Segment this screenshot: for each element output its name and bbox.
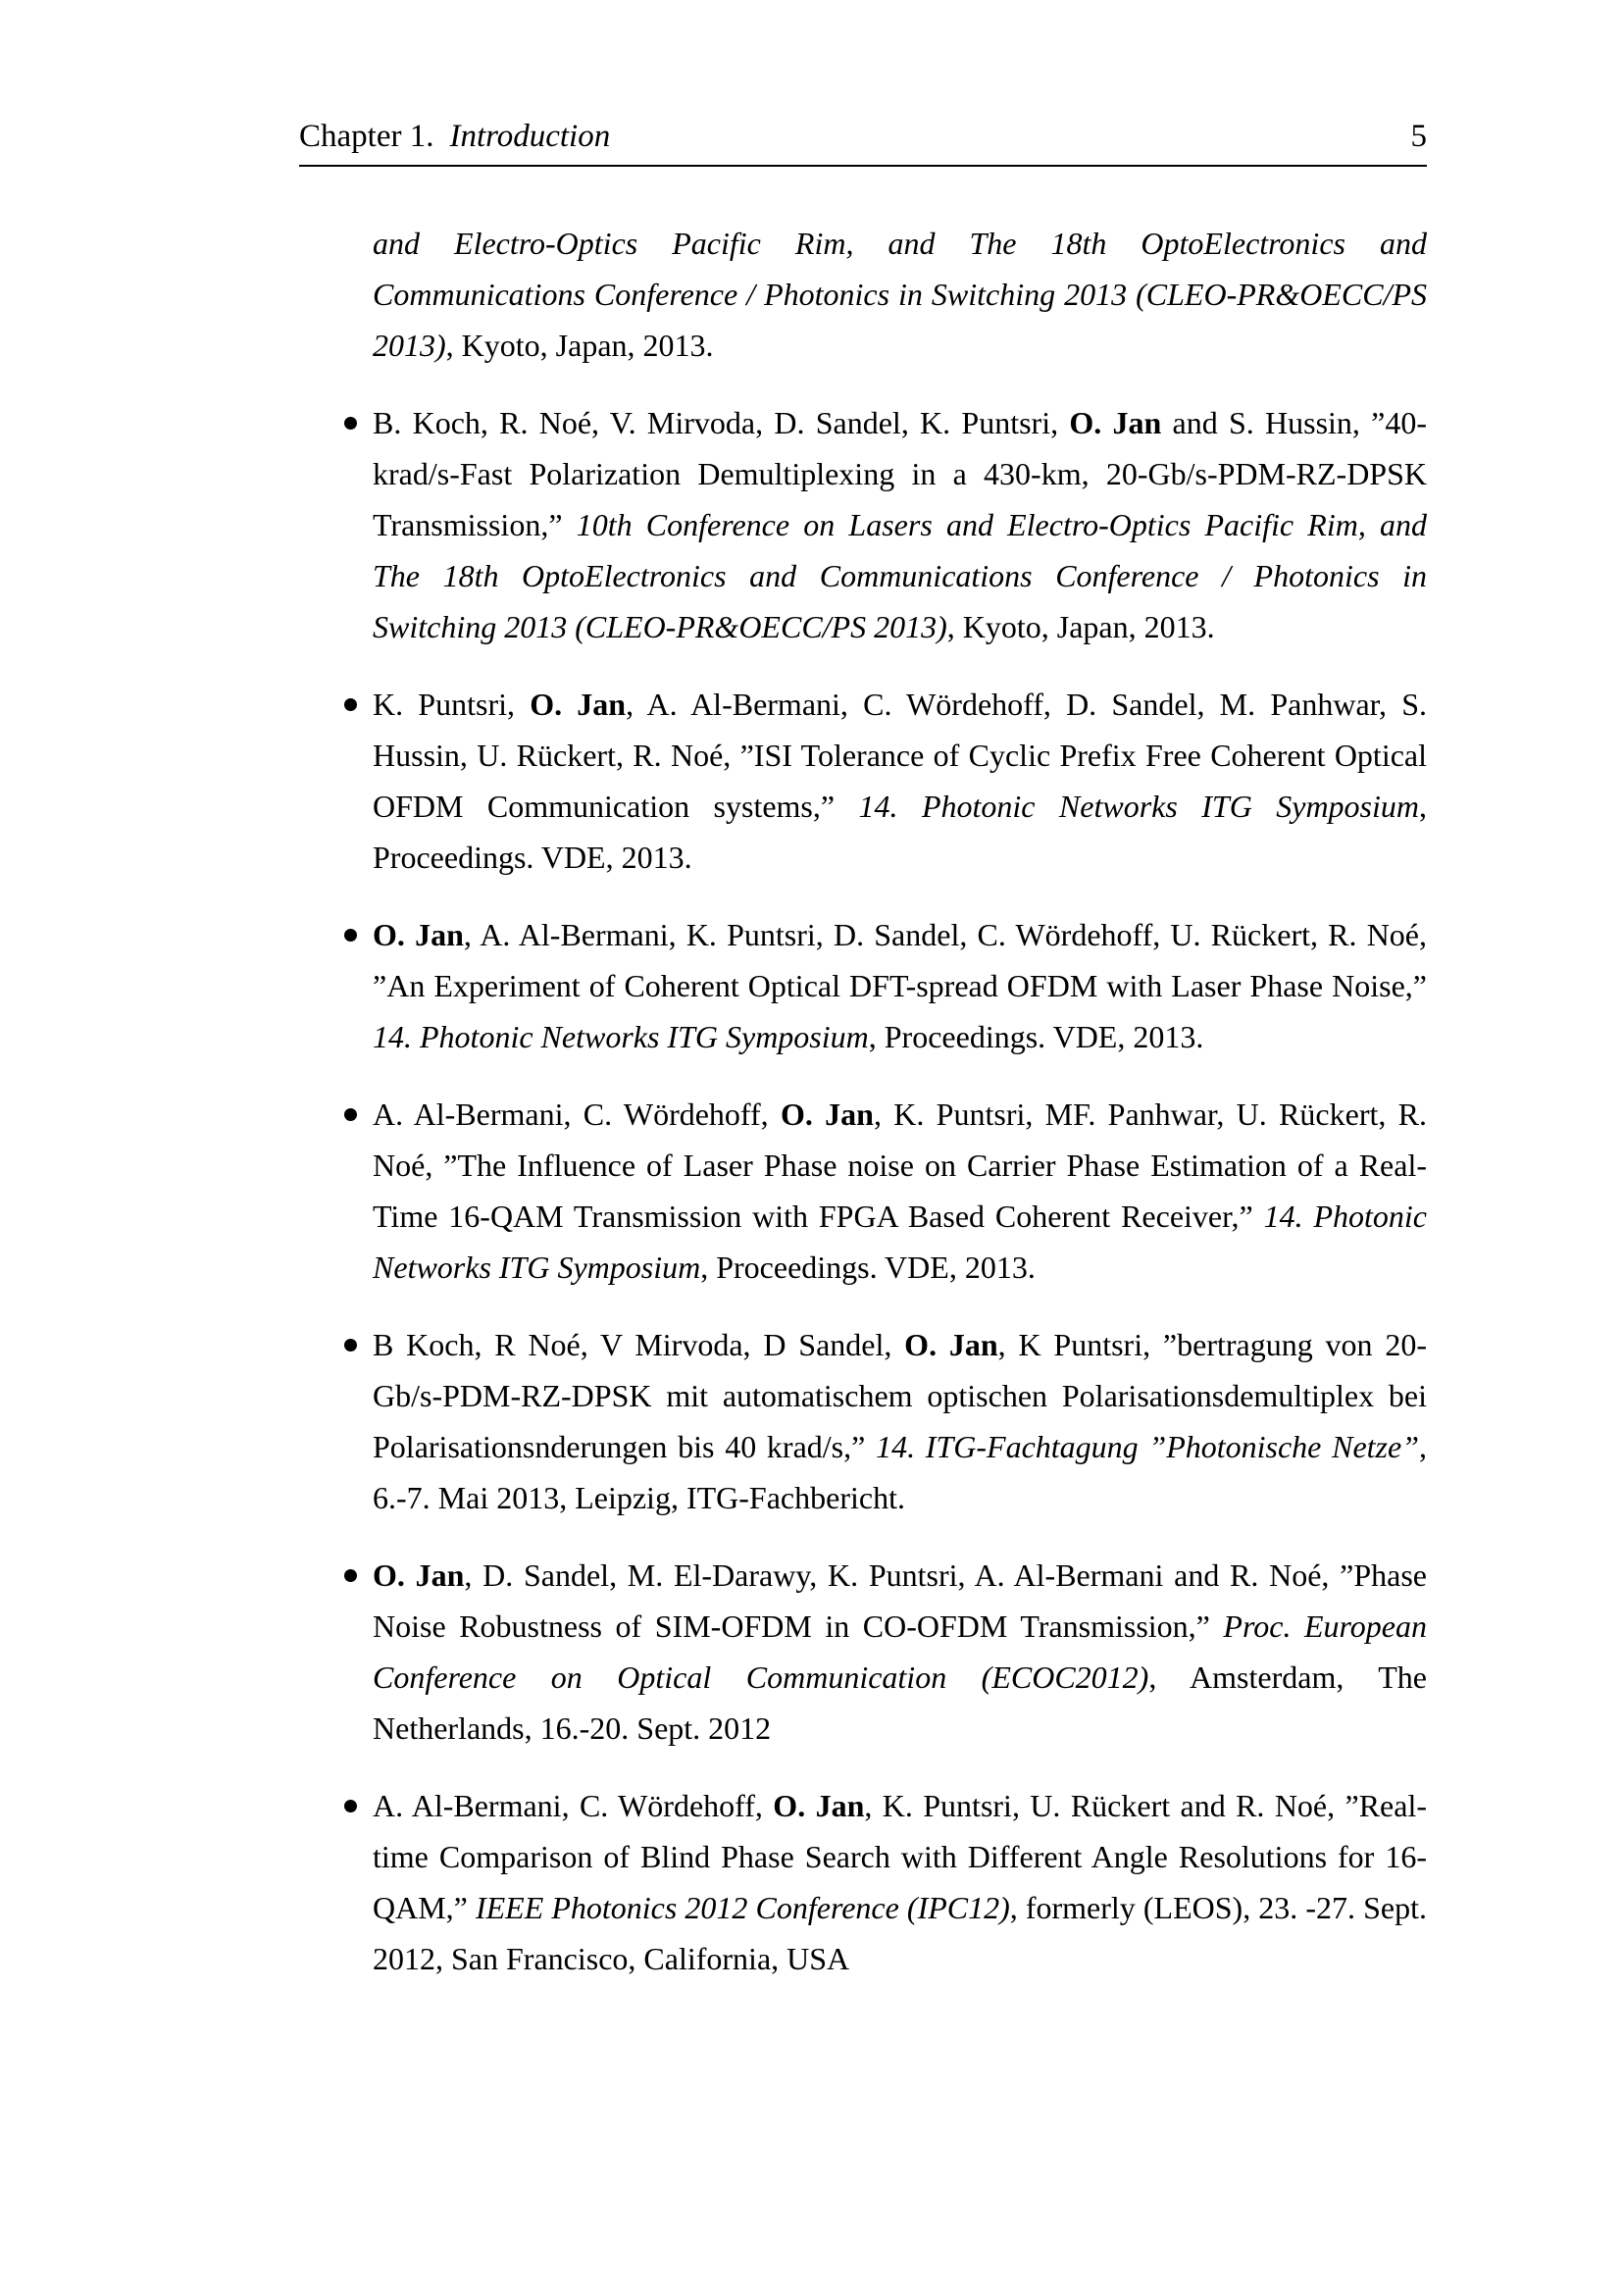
text-segment: , 6.-7. Mai 2013, Leipzig, ITG-Fachbericht. [373, 1429, 1428, 1515]
text-segment: Proc. European Conference on Optical Communication (ECOC2012) [373, 1608, 1428, 1695]
text-segment: , Proceedings. VDE, 2013. [868, 1019, 1204, 1054]
text-segment: O. Jan [773, 1788, 865, 1823]
publication-text [373, 917, 1427, 1054]
chapter-label: Chapter 1. [299, 119, 434, 154]
text-segment: O. Jan [530, 687, 627, 722]
publication-text [373, 1097, 1427, 1285]
text-segment: B. Koch, R. Noé, V. Mirvoda, D. Sandel, K. Puntsri, [373, 405, 1070, 440]
bullet-icon [344, 1339, 357, 1352]
text-segment: O. Jan [780, 1097, 874, 1132]
publication-list [299, 397, 1427, 1984]
text-segment: , Proceedings. VDE, 2013. [373, 789, 1428, 875]
page-number: 5 [1410, 119, 1427, 154]
text-segment: , Kyoto, Japan, 2013. [946, 609, 1215, 644]
text-segment: , Proceedings. VDE, 2013. [700, 1250, 1036, 1285]
publication-text [373, 1327, 1427, 1515]
publication-item [299, 397, 1427, 652]
bullet-icon [344, 698, 357, 711]
text-segment: , D. Sandel, M. El-Darawy, K. Puntsri, A. Al-Bermani and R. Noé, ”Phase Noise Robustness of SIM-OFDM in CO-OFDM Transmission,” [373, 1557, 1428, 1644]
text-segment: O. Jan [373, 1557, 465, 1593]
text-segment: IEEE Photonics 2012 Conference (IPC12) [475, 1890, 1010, 1925]
publication-item [299, 1089, 1427, 1293]
text-segment: and S. Hussin, ”40-krad/s-Fast Polarization Demultiplexing in a 430-km, 20-Gb/s-PDM-RZ-DPSK Transmission,” [373, 405, 1428, 542]
text-segment: 14. Photonic Networks ITG Symposium [373, 1019, 869, 1054]
publication-item [299, 1550, 1427, 1754]
text-segment: B Koch, R Noé, V Mirvoda, D Sandel, [373, 1327, 905, 1362]
publication-item [299, 909, 1427, 1062]
publication-item [299, 679, 1427, 883]
text-segment: , Kyoto, Japan, 2013. [445, 328, 714, 363]
text-segment: 14. ITG-Fachtagung ”Photonische Netze” [876, 1429, 1420, 1464]
text-segment: , A. Al-Bermani, K. Puntsri, D. Sandel, C. Wördehoff, U. Rückert, R. Noé, ”An Experiment of Coherent Optical DFT-spread OFDM with Laser Phase Noise,” [373, 917, 1428, 1003]
text-segment: O. Jan [373, 917, 464, 952]
bullet-icon [344, 1800, 357, 1812]
bullet-icon [344, 417, 357, 430]
bullet-icon [344, 929, 357, 942]
continuation-paragraph [373, 218, 1427, 371]
text-segment: , Amsterdam, The Netherlands, 16.-20. Sept. 2012 [373, 1659, 1427, 1746]
bullet-icon [344, 1108, 357, 1121]
text-segment: O. Jan [1069, 405, 1162, 440]
text-segment: , K Puntsri, ”bertragung von 20-Gb/s-PDM-RZ-DPSK mit automatischem optischen Polarisationsdemultiplex bei Polarisationsnderungen bis 40 krad/s,” [373, 1327, 1427, 1464]
text-segment: O. Jan [904, 1327, 998, 1362]
chapter-title: Introduction [449, 119, 611, 154]
text-segment: , K. Puntsri, MF. Panhwar, U. Rückert, R. Noé, ”The Influence of Laser Phase noise on Carrier Phase Estimation of a Real-Time 16-QAM Transmission with FPGA Based Coherent Receiver,” [373, 1097, 1428, 1234]
text-segment: A. Al-Bermani, C. Wördehoff, [373, 1788, 774, 1823]
text-segment: , formerly (LEOS), 23. -27. Sept. 2012, San Francisco, California, USA [373, 1890, 1428, 1976]
page-header [299, 116, 1427, 157]
text-segment: 14. Photonic Networks ITG Symposium [373, 1199, 1428, 1285]
publication-item [299, 1319, 1427, 1523]
text-segment: A. Al-Bermani, C. Wördehoff, [373, 1097, 781, 1132]
text-segment: , A. Al-Bermani, C. Wördehoff, D. Sandel, M. Panhwar, S. Hussin, U. Rückert, R. Noé, ”ISI Tolerance of Cyclic Prefix Free Coherent Optical OFDM Communication systems,” [373, 687, 1428, 824]
text-segment: and Electro-Optics Pacific Rim, and The 18th OptoElectronics and Communications Conference / Photonics in Switching 2013 (CLEO-PR&OECC/PS 2013) [373, 226, 1427, 363]
running-head [299, 116, 610, 157]
publication-text [373, 405, 1427, 644]
text-segment: 14. Photonic Networks ITG Symposium [858, 789, 1420, 824]
bullet-icon [344, 1569, 357, 1582]
publication-text [373, 1788, 1427, 1976]
text-segment: , K. Puntsri, U. Rückert and R. Noé, ”Real-time Comparison of Blind Phase Search with Different Angle Resolutions for 16-QAM,” [373, 1788, 1428, 1925]
publication-text [373, 1557, 1427, 1746]
page-body [299, 167, 1427, 1984]
text-segment: 10th Conference on Lasers and Electro-Optics Pacific Rim, and The 18th OptoElectronics and Communications Conference / Photonics in Switching 2013 (CLEO-PR&OECC/PS 2013) [373, 507, 1427, 644]
publication-item [299, 1780, 1427, 1984]
publication-text [373, 687, 1427, 875]
text-segment: K. Puntsri, [373, 687, 531, 722]
